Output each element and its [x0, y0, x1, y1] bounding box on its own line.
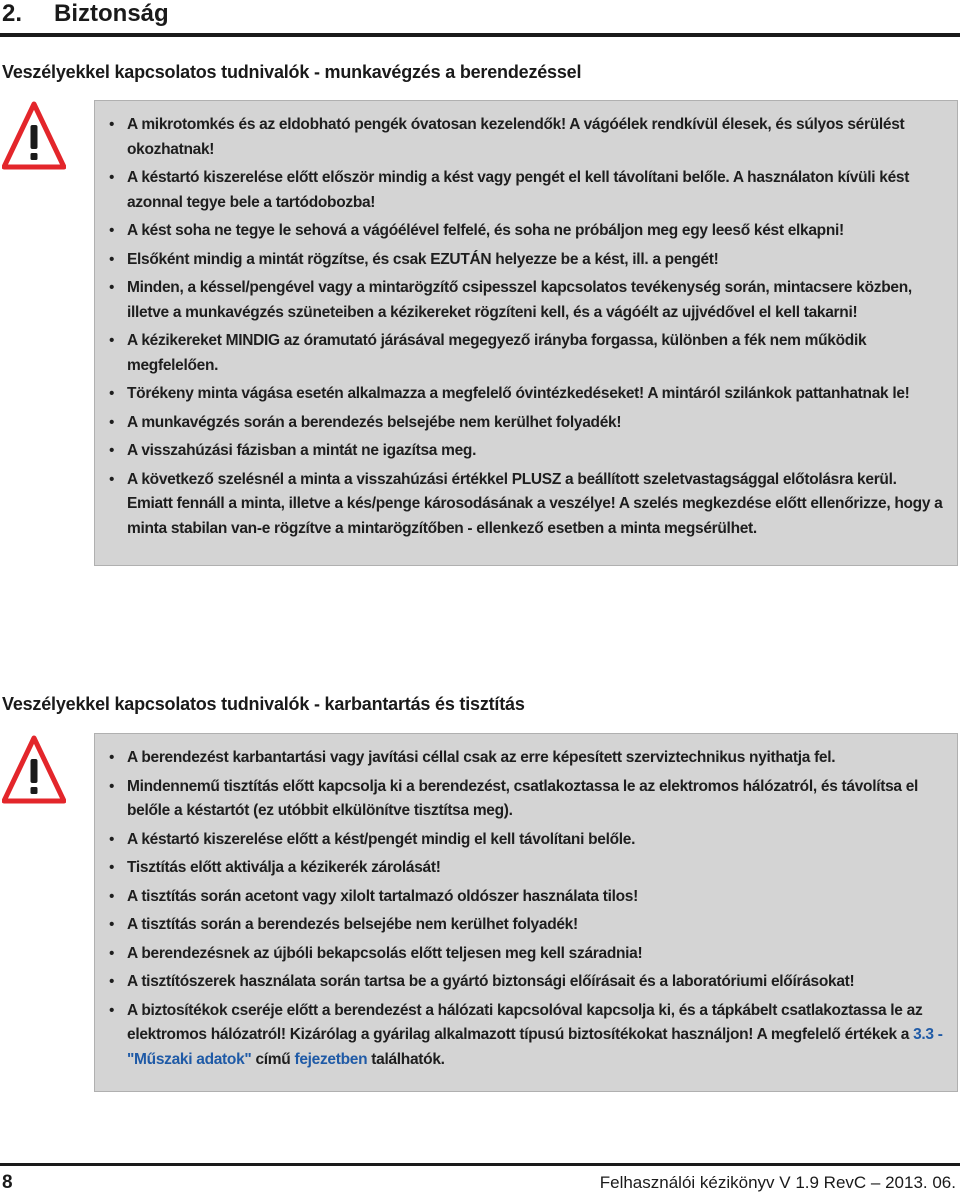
- chapter-number: 2.: [2, 0, 23, 27]
- list-item-text: A késtartó kiszerelése előtt először mindig a kést vagy pengét el kell távolítani belőle. A használaton kívüli kést azonnal tegye bele a tartódobozba!: [127, 169, 910, 211]
- bullet: •: [109, 470, 115, 488]
- bullet: •: [109, 413, 115, 431]
- bullet: •: [109, 332, 115, 349]
- bullet: •: [109, 830, 115, 848]
- section2-last-list: [109, 999, 943, 1073]
- list-item: [109, 329, 943, 378]
- heading-divider: [0, 33, 960, 37]
- list-item: [109, 856, 943, 881]
- bullet: •: [109, 279, 115, 296]
- list-item-text: Tisztítás előtt aktiválja a kézikerék zárolását!: [127, 859, 441, 876]
- footer-divider: [0, 1163, 960, 1166]
- list-item: [109, 113, 943, 162]
- document-info: Felhasználói kézikönyv V 1.9 RevC – 2013. 06.: [599, 1173, 956, 1192]
- chapter-ref-link[interactable]: fejezetben: [294, 1050, 368, 1068]
- section2-list: [109, 746, 943, 995]
- list-item-text: A mikrotomkés és az eldobható pengék óvatosan kezelendők! A vágóélek rendkívül élesek, és súlyos sérülést okozhatnak!: [127, 116, 905, 158]
- list-item: [109, 970, 943, 995]
- list-item: • A biztosítékok cseréje előtt a berendezést a hálózati kapcsolóval kapcsolja ki, és a tápkábelt csatlakoztassa le az elektromos hálózatról! Kizárólag a gyárilag alkalmazott típusú biztosítékokat használjon! A megfelelő értékek a 3.3 - "Műszaki adatok" című fejezetben találhatók.: [109, 1001, 943, 1068]
- bullet: •: [109, 944, 115, 962]
- list-item: [109, 411, 943, 436]
- list-item-text: A tisztítás során acetont vagy xilolt tartalmazó oldószer használata tilos!: [127, 887, 638, 905]
- last-item-text-after: találhatók.: [367, 1050, 445, 1068]
- bullet: •: [109, 250, 115, 268]
- list-item-text: Minden, a késsel/pengével vagy a mintarögzítő csipesszel kapcsolatos tevékenység során, mintacsere közben, illetve a munkavégzés szüneteiben a kézikereket rögzíteni kell, és a vágóélt az ujjvédővel el kell takarni!: [127, 279, 912, 321]
- list-item: [109, 942, 943, 967]
- list-item: [109, 276, 943, 325]
- chapter-title: Biztonság: [54, 0, 169, 27]
- bullet: •: [109, 777, 115, 795]
- list-item-text: A visszahúzási fázisban a mintát ne igazítsa meg.: [127, 442, 477, 459]
- bullet: •: [109, 116, 115, 133]
- section1-box: [94, 100, 958, 566]
- list-item: [109, 828, 943, 853]
- list-item-text: Elsőként mindig a mintát rögzítse, és csak EZUTÁN helyezze be a kést, ill. a pengét!: [127, 250, 719, 268]
- list-item-text: A munkavégzés során a berendezés belsejébe nem kerülhet folyadék!: [127, 413, 622, 431]
- section2-title: Veszélyekkel kapcsolatos tudnivalók - karbantartás és tisztítás: [2, 694, 525, 714]
- bullet: •: [109, 916, 115, 933]
- section1-list: [109, 113, 943, 541]
- list-item: [109, 166, 943, 215]
- list-item-text: A kézikereket MINDIG az óramutató járásával megegyező irányba forgassa, különben a fék nem működik megfelelően.: [127, 332, 867, 374]
- list-item-text: A késtartó kiszerelése előtt a kést/pengét mindig el kell távolítani belőle.: [127, 830, 636, 848]
- list-item: [109, 775, 943, 824]
- list-item: [109, 885, 943, 910]
- chapter-link[interactable]: 3.3 - "Műszaki adatok": [127, 1026, 943, 1068]
- bullet: •: [109, 887, 115, 905]
- bullet: •: [109, 385, 115, 402]
- warning-triangle-icon: [2, 101, 66, 171]
- list-item-text: A következő szelésnél a minta a visszahúzási értékkel PLUSZ a beállított szeletvastagsággal előtolásra kerül. Emiatt fennáll a minta, illetve a kés/penge károsodásának a veszélye! A szelés megkezdése előtt ellenőrizze, hogy a minta stabilan van-e rögzítve a mintarögzítőben - ellenkező esetben a minta megsérülhet.: [127, 470, 943, 537]
- last-item-text-middle: című: [251, 1050, 295, 1068]
- list-item-text: Mindennemű tisztítás előtt kapcsolja ki a berendezést, csatlakoztassa le az elektromos hálózatról, és távolítsa el belőle a késtartót (ez utóbbit elkülönítve tisztítsa meg).: [127, 777, 919, 819]
- bullet: •: [109, 749, 115, 766]
- section1-title: Veszélyekkel kapcsolatos tudnivalók - munkavégzés a berendezéssel: [2, 62, 582, 82]
- list-item: [109, 439, 943, 464]
- list-item: [109, 746, 943, 771]
- bullet: •: [109, 169, 115, 186]
- warning-triangle-icon: [2, 735, 66, 805]
- list-item-text: A berendezésnek az újbóli bekapcsolás előtt teljesen meg kell száradnia!: [127, 944, 643, 962]
- list-item: [109, 248, 943, 273]
- list-item-text: A kést soha ne tegye le sehová a vágóélével felfelé, és soha ne próbáljon meg egy leeső kést elkapni!: [127, 222, 844, 239]
- bullet: •: [109, 859, 115, 876]
- list-item-text: A berendezést karbantartási vagy javítási céllal csak az erre képesített szerviztechnikus nyithatja fel.: [127, 749, 836, 766]
- list-item: [109, 219, 943, 244]
- list-item: [109, 382, 943, 407]
- list-item-text: Törékeny minta vágása esetén alkalmazza a megfelelő óvintézkedéseket! A mintáról szilánkok pattanhatnak le!: [127, 385, 910, 402]
- bullet: •: [109, 442, 115, 459]
- list-item-text: A tisztítószerek használata során tartsa be a gyártó biztonsági előírásait és a laboratóriumi előírásokat!: [127, 973, 855, 990]
- list-item-text: A tisztítás során a berendezés belsejébe nem kerülhet folyadék!: [127, 916, 578, 933]
- last-item-text-before: A biztosítékok cseréje előtt a berendezést a hálózati kapcsolóval kapcsolja ki, és a tápkábelt csatlakoztassa le az elektromos hálózatról! Kizárólag a gyárilag alkalmazott típusú biztosítékokat használjon! A megfelelő értékek a: [127, 1001, 923, 1043]
- bullet: •: [109, 222, 115, 239]
- list-item: [109, 913, 943, 938]
- bullet: •: [109, 973, 115, 990]
- section2-box: [94, 733, 958, 1092]
- list-item: [109, 468, 943, 542]
- page-number: 8: [2, 1172, 13, 1193]
